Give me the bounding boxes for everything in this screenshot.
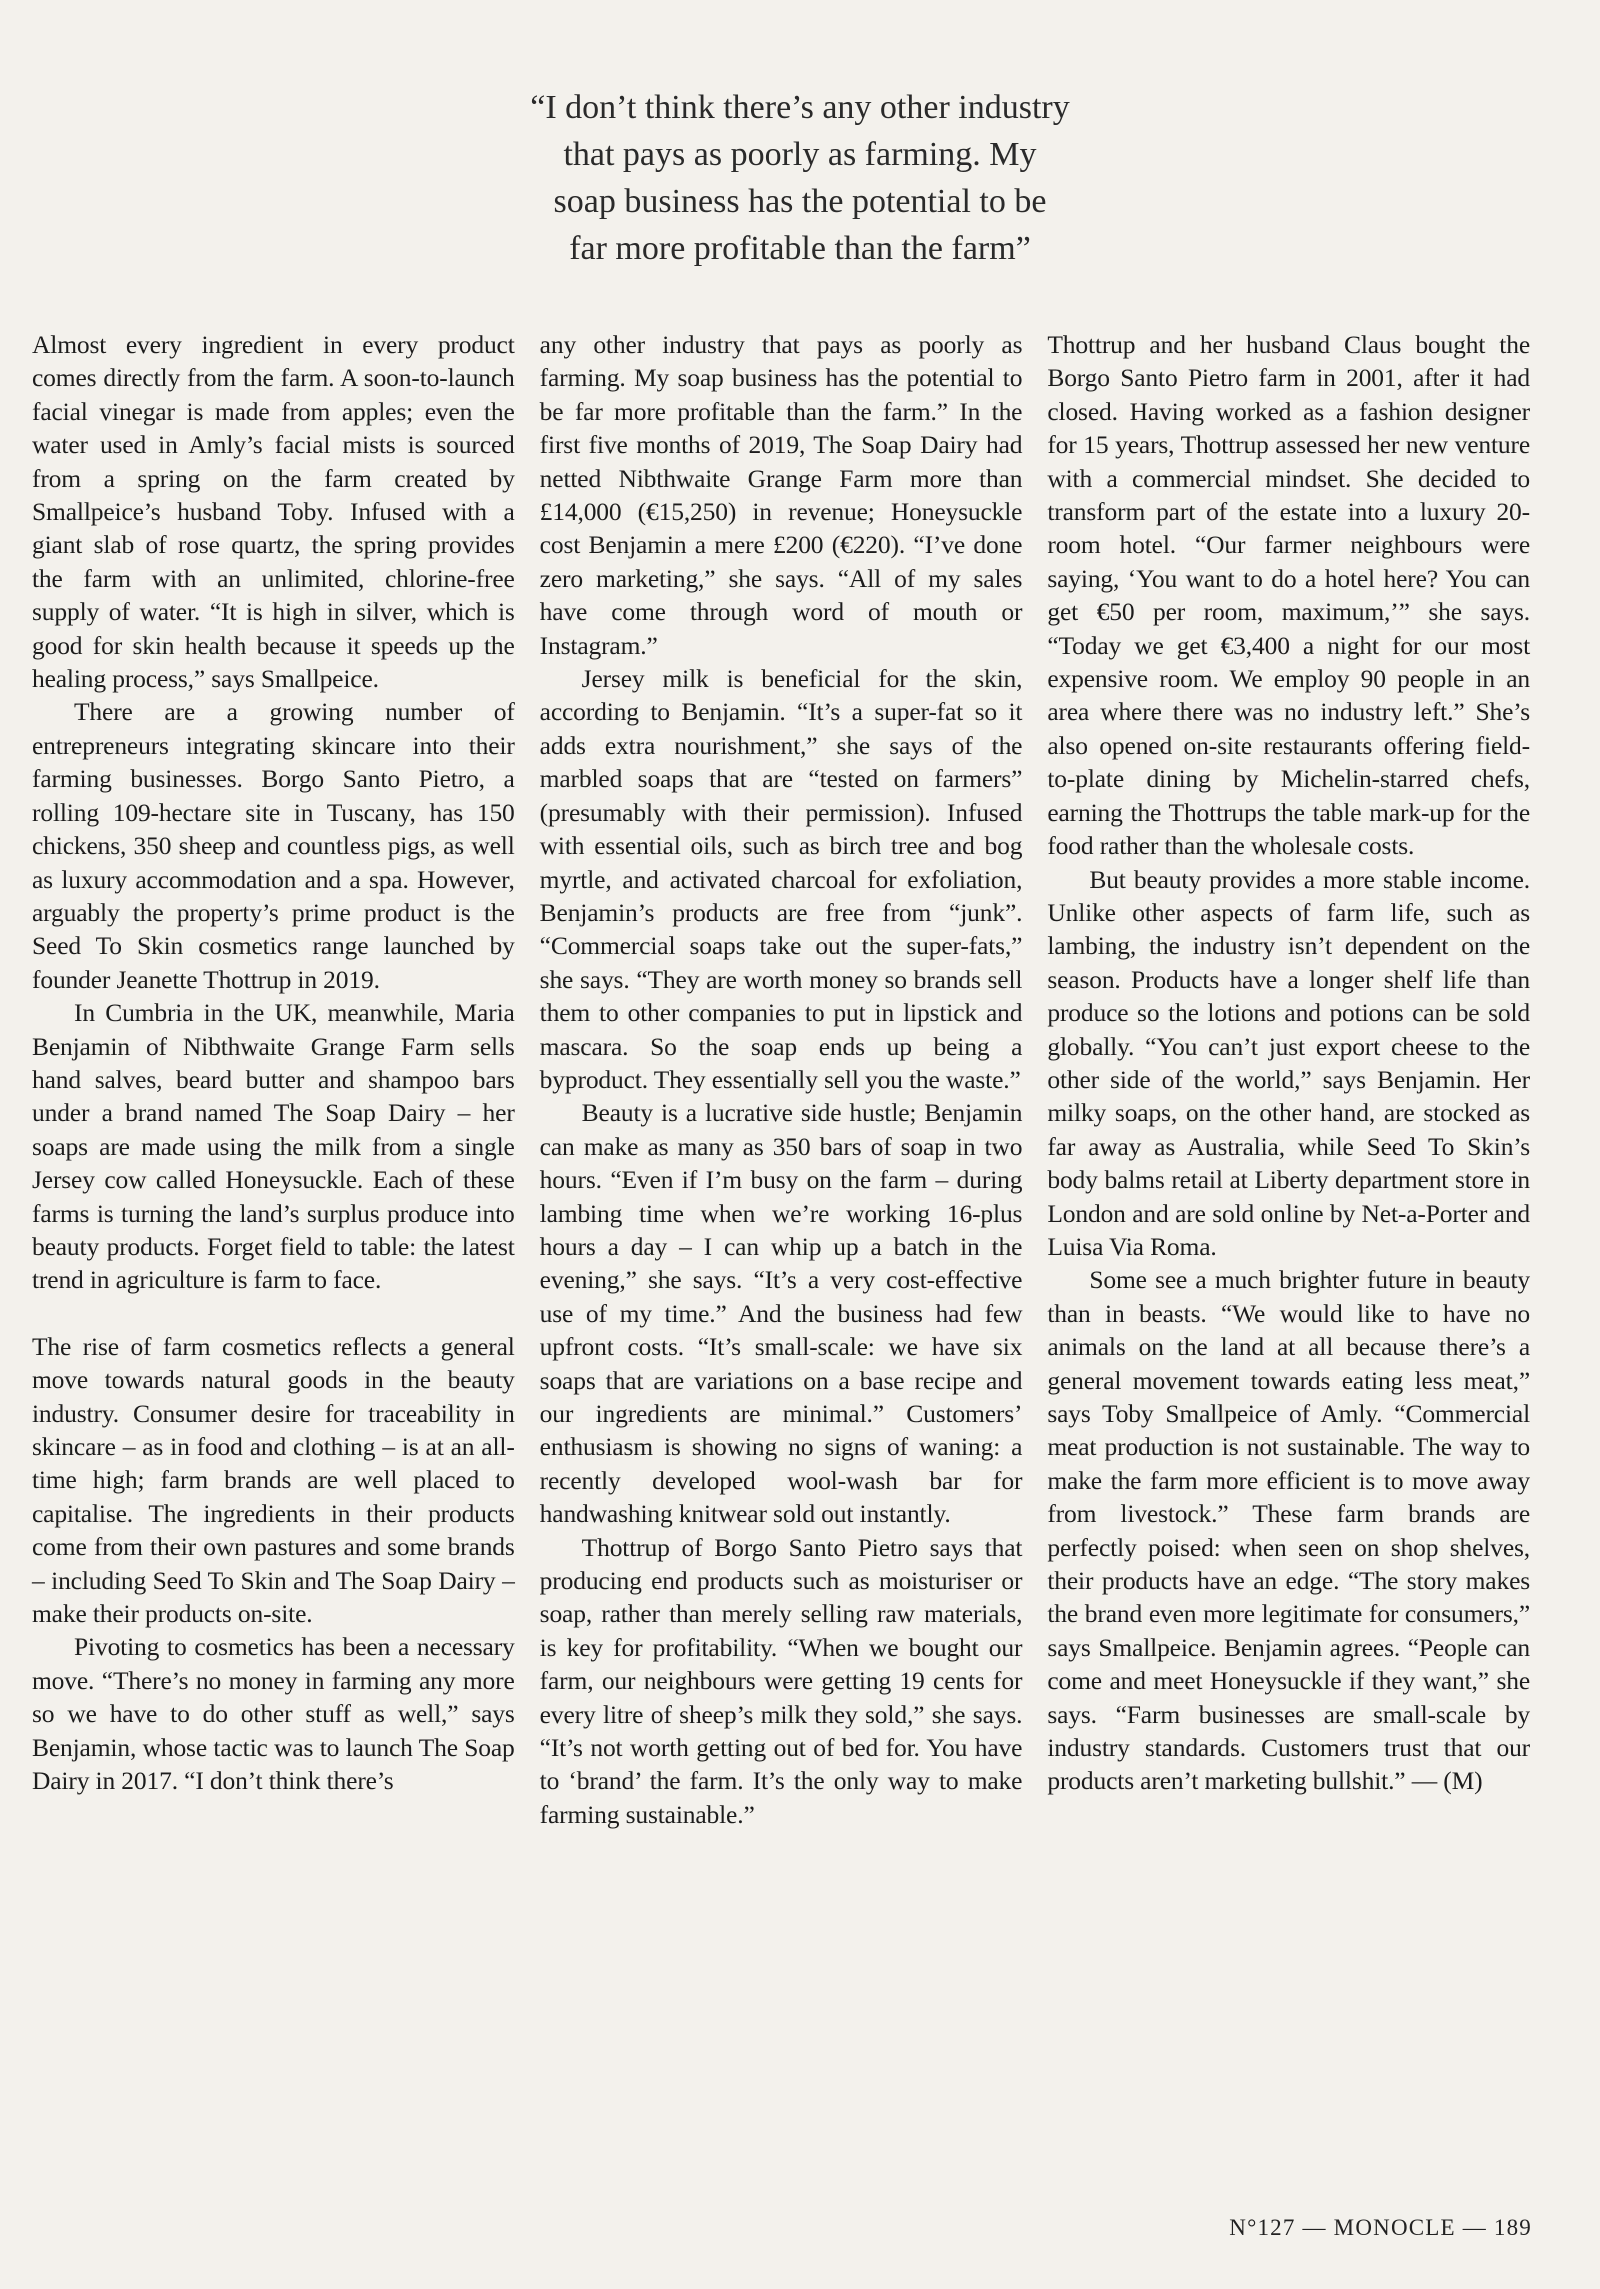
body-paragraph: Beauty is a lucrative side hustle; Benjamin can make as many as 350 bars of soap in two hours. “Even if I’m busy on the farm – during lambing time when we’re working 16-plus hours a day – I can whip up a batch in the evening,” she says. “It’s a very cost-effective use of my time.” And the business had few upfront costs. “It’s small-scale: we have six soaps that are variations on a base recipe and our ingredients are minimal.” Customers’ enthusiasm is showing no signs of waning: a recently developed wool-wash bar for handwashing knitwear sold out instantly. [539, 1098, 1023, 1529]
article-column-3 [1047, 328, 1530, 1831]
pull-quote-line: far more profitable than the farm” [569, 230, 1031, 267]
body-paragraph: Some see a much brighter future in beauty than in beasts. “We would like to have no animals on the land at all because there’s a general movement towards eating less meat,” says Toby Smallpeice of Amly. “Commercial meat production is not sustainable. The way to make the farm more efficient is to move away from livestock.” These farm brands are perfectly poised: when seen on shop shelves, their products have an edge. “The story makes the brand even more legitimate for consumers,” says Smallpeice. Benjamin agrees. “People can come and meet Honeysuckle if they want,” she says. “Farm businesses are small-scale by industry standards. Customers trust that our products aren’t marketing bullshit.” — (M) [1047, 1265, 1531, 1796]
body-paragraph: Pivoting to cosmetics has been a necessary move. “There’s no money in farming any more so we have to do other stuff as well,” says Benjamin, whose tactic was to launch The Soap Dairy in 2017. “I don’t think there’s [32, 1632, 515, 1796]
article-body [32, 328, 1530, 1831]
body-paragraph: But beauty provides a more stable income. Unlike other aspects of farm life, such as lambing, the industry isn’t dependent on the season. Products have a longer shelf life than produce so the lotions and potions can be sold globally. “You can’t just export cheese to the other side of the world,” says Benjamin. Her milky soaps, on the other hand, are stocked as far away as Australia, while Seed To Skin’s body balms retail at Liberty department store in London and are sold online by Net-a-Porter and Luisa Via Roma. [1047, 864, 1531, 1261]
pull-quote [400, 84, 1200, 272]
body-paragraph: any other industry that pays as poorly as farming. My soap business has the potential to be far more profitable than the farm.” In the first five months of 2019, The Soap Dairy had netted Nibthwaite Grange Farm more than £14,000 (€15,250) in revenue; Honeysuckle cost Benjamin a mere £200 (€220). “I’ve done zero marketing,” she says. “All of my sales have come through word of mouth or Instagram.” [539, 330, 1023, 660]
body-paragraph: Thottrup and her husband Claus bought the Borgo Santo Pietro farm in 2001, after it had closed. Having worked as a fashion designer for 15 years, Thottrup assessed her new venture with a commercial mindset. She decided to transform part of the estate into a luxury 20-room hotel. “Our farmer neighbours were saying, ‘You want to do a hotel here? You can get €50 per room, maximum,’” she says. “Today we get €3,400 a night for our most expensive room. We employ 90 people in an area where there was no industry left.” She’s also opened on-site restaurants offering field-to-plate dining by Michelin-starred chefs, earning the Thottrups the table mark-up for the food rather than the wholesale costs. [1047, 330, 1531, 861]
body-paragraph: Thottrup of Borgo Santo Pietro says that producing end products such as moisturiser or soap, rather than merely selling raw materials, is key for profitability. “When we bought our farm, our neighbours were getting 19 cents for every litre of sheep’s milk they sold,” she says. “It’s not worth getting out of bed for. You have to ‘brand’ the farm. It’s the only way to make farming sustainable.” [539, 1532, 1023, 1829]
page-folio: N°127 — MONOCLE — 189 [1229, 2215, 1532, 2240]
pull-quote-line: that pays as poorly as farming. My [563, 136, 1037, 173]
body-paragraph: There are a growing number of entrepreneurs integrating skincare into their farming businesses. Borgo Santo Pietro, a rolling 109-hectare site in Tuscany, has 150 chickens, 350 sheep and countless pigs, as well as luxury accommodation and a spa. However, arguably the property’s prime product is the Seed To Skin cosmetics range launched by founder Jeanette Thottrup in 2019. [32, 697, 515, 994]
article-column-2 [540, 328, 1023, 1831]
body-paragraph: The rise of farm cosmetics reflects a general move towards natural goods in the beauty industry. Consumer desire for traceability in skincare – as in food and clothing – is at an all-time high; farm brands are well placed to capitalise. The ingredients in their products come from their own pastures and some brands – including Seed To Skin and The Soap Dairy – make their products on-site. [32, 1331, 515, 1629]
body-paragraph: In Cumbria in the UK, meanwhile, Maria Benjamin of Nibthwaite Grange Farm sells hand salves, beard butter and shampoo bars under a brand named The Soap Dairy – her soaps are made using the milk from a single Jersey cow called Honeysuckle. Each of these farms is turning the land’s surplus produce into beauty products. Forget field to table: the latest trend in agriculture is farm to face. [32, 998, 515, 1295]
body-paragraph: Almost every ingredient in every product comes directly from the farm. A soon-to-launch facial vinegar is made from apples; even the water used in Amly’s facial mists is sourced from a spring on the farm created by Smallpeice’s husband Toby. Infused with a giant slab of rose quartz, the spring provides the farm with an unlimited, chlorine-free supply of water. “It is high in silver, which is good for skin health because it speeds up the healing process,” says Smallpeice. [32, 330, 515, 694]
article-column-1 [32, 328, 515, 1831]
pull-quote-line: “I don’t think there’s any other industry [530, 89, 1070, 126]
body-paragraph: Jersey milk is beneficial for the skin, according to Benjamin. “It’s a super-fat so it adds extra nourishment,” she says of the marbled soaps that are “tested on farmers” (presumably with their permission). Infused with essential oils, such as birch tree and bog myrtle, and activated charcoal for exfoliation, Benjamin’s products are free from “junk”. “Commercial soaps take out the super-fats,” she says. “They are worth money so brands sell them to other companies to put in lipstick and mascara. So the soap ends up being a byproduct. They essentially sell you the waste.” [539, 664, 1023, 1094]
pull-quote-line: soap business has the potential to be [553, 183, 1047, 220]
